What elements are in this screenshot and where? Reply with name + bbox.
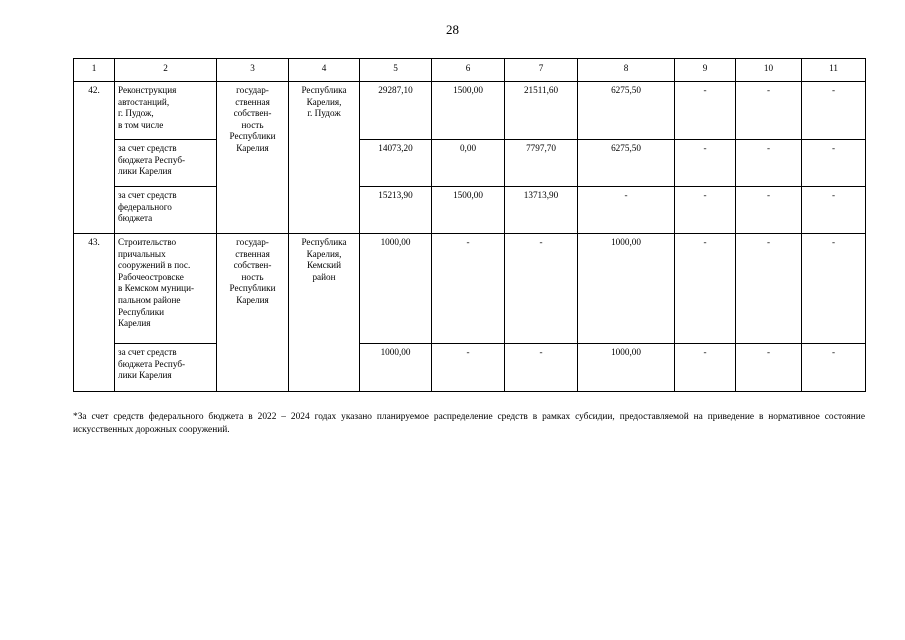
- value-cell: -: [736, 187, 802, 234]
- value-cell: 1500,00: [432, 82, 505, 140]
- header-cell: 4: [289, 59, 360, 82]
- row-number: 43.: [74, 234, 115, 392]
- location-cell: Республика Карелия, Кемский район: [289, 234, 360, 392]
- header-cell: 7: [505, 59, 578, 82]
- value-cell: 1000,00: [360, 234, 432, 344]
- page-number: 28: [446, 22, 459, 37]
- value-cell: -: [736, 234, 802, 344]
- value-cell: -: [802, 140, 866, 187]
- row-label: за счет средств бюджета Респуб- лики Карелия: [115, 140, 217, 187]
- value-cell: -: [675, 140, 736, 187]
- value-cell: 13713,90: [505, 187, 578, 234]
- value-cell: 0,00: [432, 140, 505, 187]
- row-label: Строительство причальных сооружений в пос. Рабочеостровске в Кемском муници- пальном районе Республики Карелия: [115, 234, 217, 344]
- header-cell: 11: [802, 59, 866, 82]
- header-cell: 6: [432, 59, 505, 82]
- value-cell: -: [736, 140, 802, 187]
- header-cell: 9: [675, 59, 736, 82]
- value-cell: -: [802, 82, 866, 140]
- value-cell: 29287,10: [360, 82, 432, 140]
- ownership-cell: государ- ственная собствен- ность Республики Карелия: [217, 234, 289, 392]
- value-cell: -: [578, 187, 675, 234]
- value-cell: 7797,70: [505, 140, 578, 187]
- header-cell: 3: [217, 59, 289, 82]
- row-number: 42.: [74, 82, 115, 234]
- value-cell: 14073,20: [360, 140, 432, 187]
- value-cell: -: [675, 344, 736, 392]
- value-cell: 1000,00: [578, 234, 675, 344]
- header-cell: 10: [736, 59, 802, 82]
- value-cell: -: [505, 234, 578, 344]
- table-row: [74, 234, 866, 344]
- value-cell: 1000,00: [360, 344, 432, 392]
- value-cell: 6275,50: [578, 82, 675, 140]
- value-cell: -: [432, 234, 505, 344]
- table-row: [74, 344, 866, 392]
- value-cell: -: [505, 344, 578, 392]
- value-cell: -: [432, 344, 505, 392]
- value-cell: 1500,00: [432, 187, 505, 234]
- header-cell: 5: [360, 59, 432, 82]
- table-row: [74, 82, 866, 140]
- row-label: за счет средств бюджета Респуб- лики Карелия: [115, 344, 217, 392]
- value-cell: -: [675, 82, 736, 140]
- value-cell: 6275,50: [578, 140, 675, 187]
- header-cell: 1: [74, 59, 115, 82]
- header-row: [74, 59, 866, 82]
- value-cell: -: [802, 234, 866, 344]
- header-cell: 2: [115, 59, 217, 82]
- value-cell: 21511,60: [505, 82, 578, 140]
- table-row: [74, 187, 866, 234]
- value-cell: -: [675, 187, 736, 234]
- ownership-cell: государ- ственная собствен- ность Республики Карелия: [217, 82, 289, 234]
- value-cell: -: [802, 344, 866, 392]
- value-cell: 15213,90: [360, 187, 432, 234]
- value-cell: -: [736, 82, 802, 140]
- location-cell: Республика Карелия, г. Пудож: [289, 82, 360, 234]
- row-label: Реконструкция автостанций, г. Пудож, в том числе: [115, 82, 217, 140]
- value-cell: 1000,00: [578, 344, 675, 392]
- value-cell: -: [675, 234, 736, 344]
- value-cell: -: [736, 344, 802, 392]
- value-cell: -: [802, 187, 866, 234]
- row-label: за счет средств федерального бюджета: [115, 187, 217, 234]
- table-row: [74, 140, 866, 187]
- header-cell: 8: [578, 59, 675, 82]
- program-table: [73, 58, 866, 392]
- footnote: *За счет средств федерального бюджета в 2022 – 2024 годах указано планируемое распределение средств в рамках субсидии, предоставляемой на приведение в нормативное состояние искусственных дорожных сооружений.: [73, 412, 865, 435]
